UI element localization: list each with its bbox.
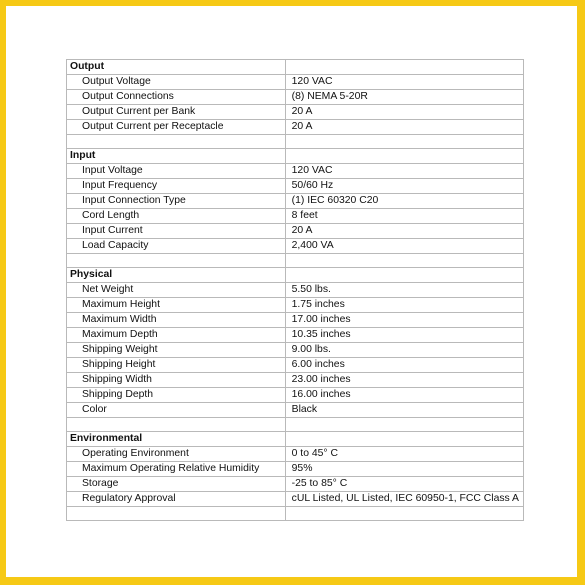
- spacer-cell: [285, 254, 523, 268]
- section-header-output: [67, 60, 524, 75]
- table-row: [67, 477, 524, 492]
- spec-label: Color: [67, 403, 286, 418]
- spec-value: (8) NEMA 5-20R: [285, 90, 523, 105]
- spec-value: 10.35 inches: [285, 328, 523, 343]
- table-row: [67, 313, 524, 328]
- spec-label: Maximum Operating Relative Humidity: [67, 462, 286, 477]
- spacer-cell: [285, 418, 523, 432]
- spec-table: [66, 59, 524, 521]
- section-title-blank-cell: [285, 432, 523, 447]
- spec-value: 5.50 lbs.: [285, 283, 523, 298]
- spec-value: Black: [285, 403, 523, 418]
- spec-label: Cord Length: [67, 209, 286, 224]
- section-title: Environmental: [67, 432, 286, 447]
- table-row: [67, 239, 524, 254]
- table-row: [67, 224, 524, 239]
- spec-value: 95%: [285, 462, 523, 477]
- spacer-row: [67, 254, 524, 268]
- spec-label: Input Connection Type: [67, 194, 286, 209]
- spec-label: Output Voltage: [67, 75, 286, 90]
- spec-label: Maximum Width: [67, 313, 286, 328]
- spec-label: Net Weight: [67, 283, 286, 298]
- spec-label: Maximum Height: [67, 298, 286, 313]
- section-title: Physical: [67, 268, 286, 283]
- spec-value: cUL Listed, UL Listed, IEC 60950-1, FCC Class A: [285, 492, 523, 507]
- spec-label: Maximum Depth: [67, 328, 286, 343]
- spec-label: Input Voltage: [67, 164, 286, 179]
- spacer-cell: [67, 254, 286, 268]
- spec-value: (1) IEC 60320 C20: [285, 194, 523, 209]
- spec-label: Shipping Height: [67, 358, 286, 373]
- spec-value: 17.00 inches: [285, 313, 523, 328]
- table-row: [67, 90, 524, 105]
- spec-label: Shipping Depth: [67, 388, 286, 403]
- table-row: [67, 283, 524, 298]
- spec-label: Shipping Weight: [67, 343, 286, 358]
- spacer-row: [67, 135, 524, 149]
- document-page: [6, 6, 577, 577]
- spec-value: 9.00 lbs.: [285, 343, 523, 358]
- table-row: [67, 120, 524, 135]
- spec-value: 2,400 VA: [285, 239, 523, 254]
- spacer-cell: [67, 418, 286, 432]
- spec-label: Storage: [67, 477, 286, 492]
- spacer-cell: [285, 507, 523, 521]
- spec-label: Output Current per Receptacle: [67, 120, 286, 135]
- section-title-blank-cell: [285, 60, 523, 75]
- section-title-blank-cell: [285, 268, 523, 283]
- spec-value: 120 VAC: [285, 75, 523, 90]
- section-title: Input: [67, 149, 286, 164]
- spec-value: 120 VAC: [285, 164, 523, 179]
- table-row: [67, 343, 524, 358]
- table-row: [67, 373, 524, 388]
- spec-label: Load Capacity: [67, 239, 286, 254]
- table-row: [67, 298, 524, 313]
- spacer-cell: [67, 135, 286, 149]
- spec-label: Output Connections: [67, 90, 286, 105]
- section-header-input: [67, 149, 524, 164]
- spec-label: Operating Environment: [67, 447, 286, 462]
- table-row: [67, 75, 524, 90]
- spec-value: -25 to 85° C: [285, 477, 523, 492]
- spec-table-body: [67, 60, 524, 521]
- table-row: [67, 164, 524, 179]
- table-row: [67, 447, 524, 462]
- table-row: [67, 209, 524, 224]
- table-row: [67, 388, 524, 403]
- table-row: [67, 403, 524, 418]
- table-row: [67, 492, 524, 507]
- spec-value: 20 A: [285, 120, 523, 135]
- spec-value: 1.75 inches: [285, 298, 523, 313]
- section-header-physical: [67, 268, 524, 283]
- section-title: Output: [67, 60, 286, 75]
- spacer-row: [67, 507, 524, 521]
- spacer-cell: [285, 135, 523, 149]
- spec-label: Input Current: [67, 224, 286, 239]
- table-row: [67, 462, 524, 477]
- spec-label: Input Frequency: [67, 179, 286, 194]
- table-row: [67, 105, 524, 120]
- spec-value: 8 feet: [285, 209, 523, 224]
- spec-value: 16.00 inches: [285, 388, 523, 403]
- spec-value: 23.00 inches: [285, 373, 523, 388]
- section-title-blank-cell: [285, 149, 523, 164]
- spec-label: Regulatory Approval: [67, 492, 286, 507]
- spec-value: 0 to 45° C: [285, 447, 523, 462]
- spec-value: 50/60 Hz: [285, 179, 523, 194]
- table-row: [67, 358, 524, 373]
- spec-value: 20 A: [285, 224, 523, 239]
- spec-label: Shipping Width: [67, 373, 286, 388]
- spec-value: 20 A: [285, 105, 523, 120]
- spacer-row: [67, 418, 524, 432]
- table-row: [67, 328, 524, 343]
- section-header-environmental: [67, 432, 524, 447]
- spec-value: 6.00 inches: [285, 358, 523, 373]
- table-row: [67, 194, 524, 209]
- table-row: [67, 179, 524, 194]
- spacer-cell: [67, 507, 286, 521]
- spec-label: Output Current per Bank: [67, 105, 286, 120]
